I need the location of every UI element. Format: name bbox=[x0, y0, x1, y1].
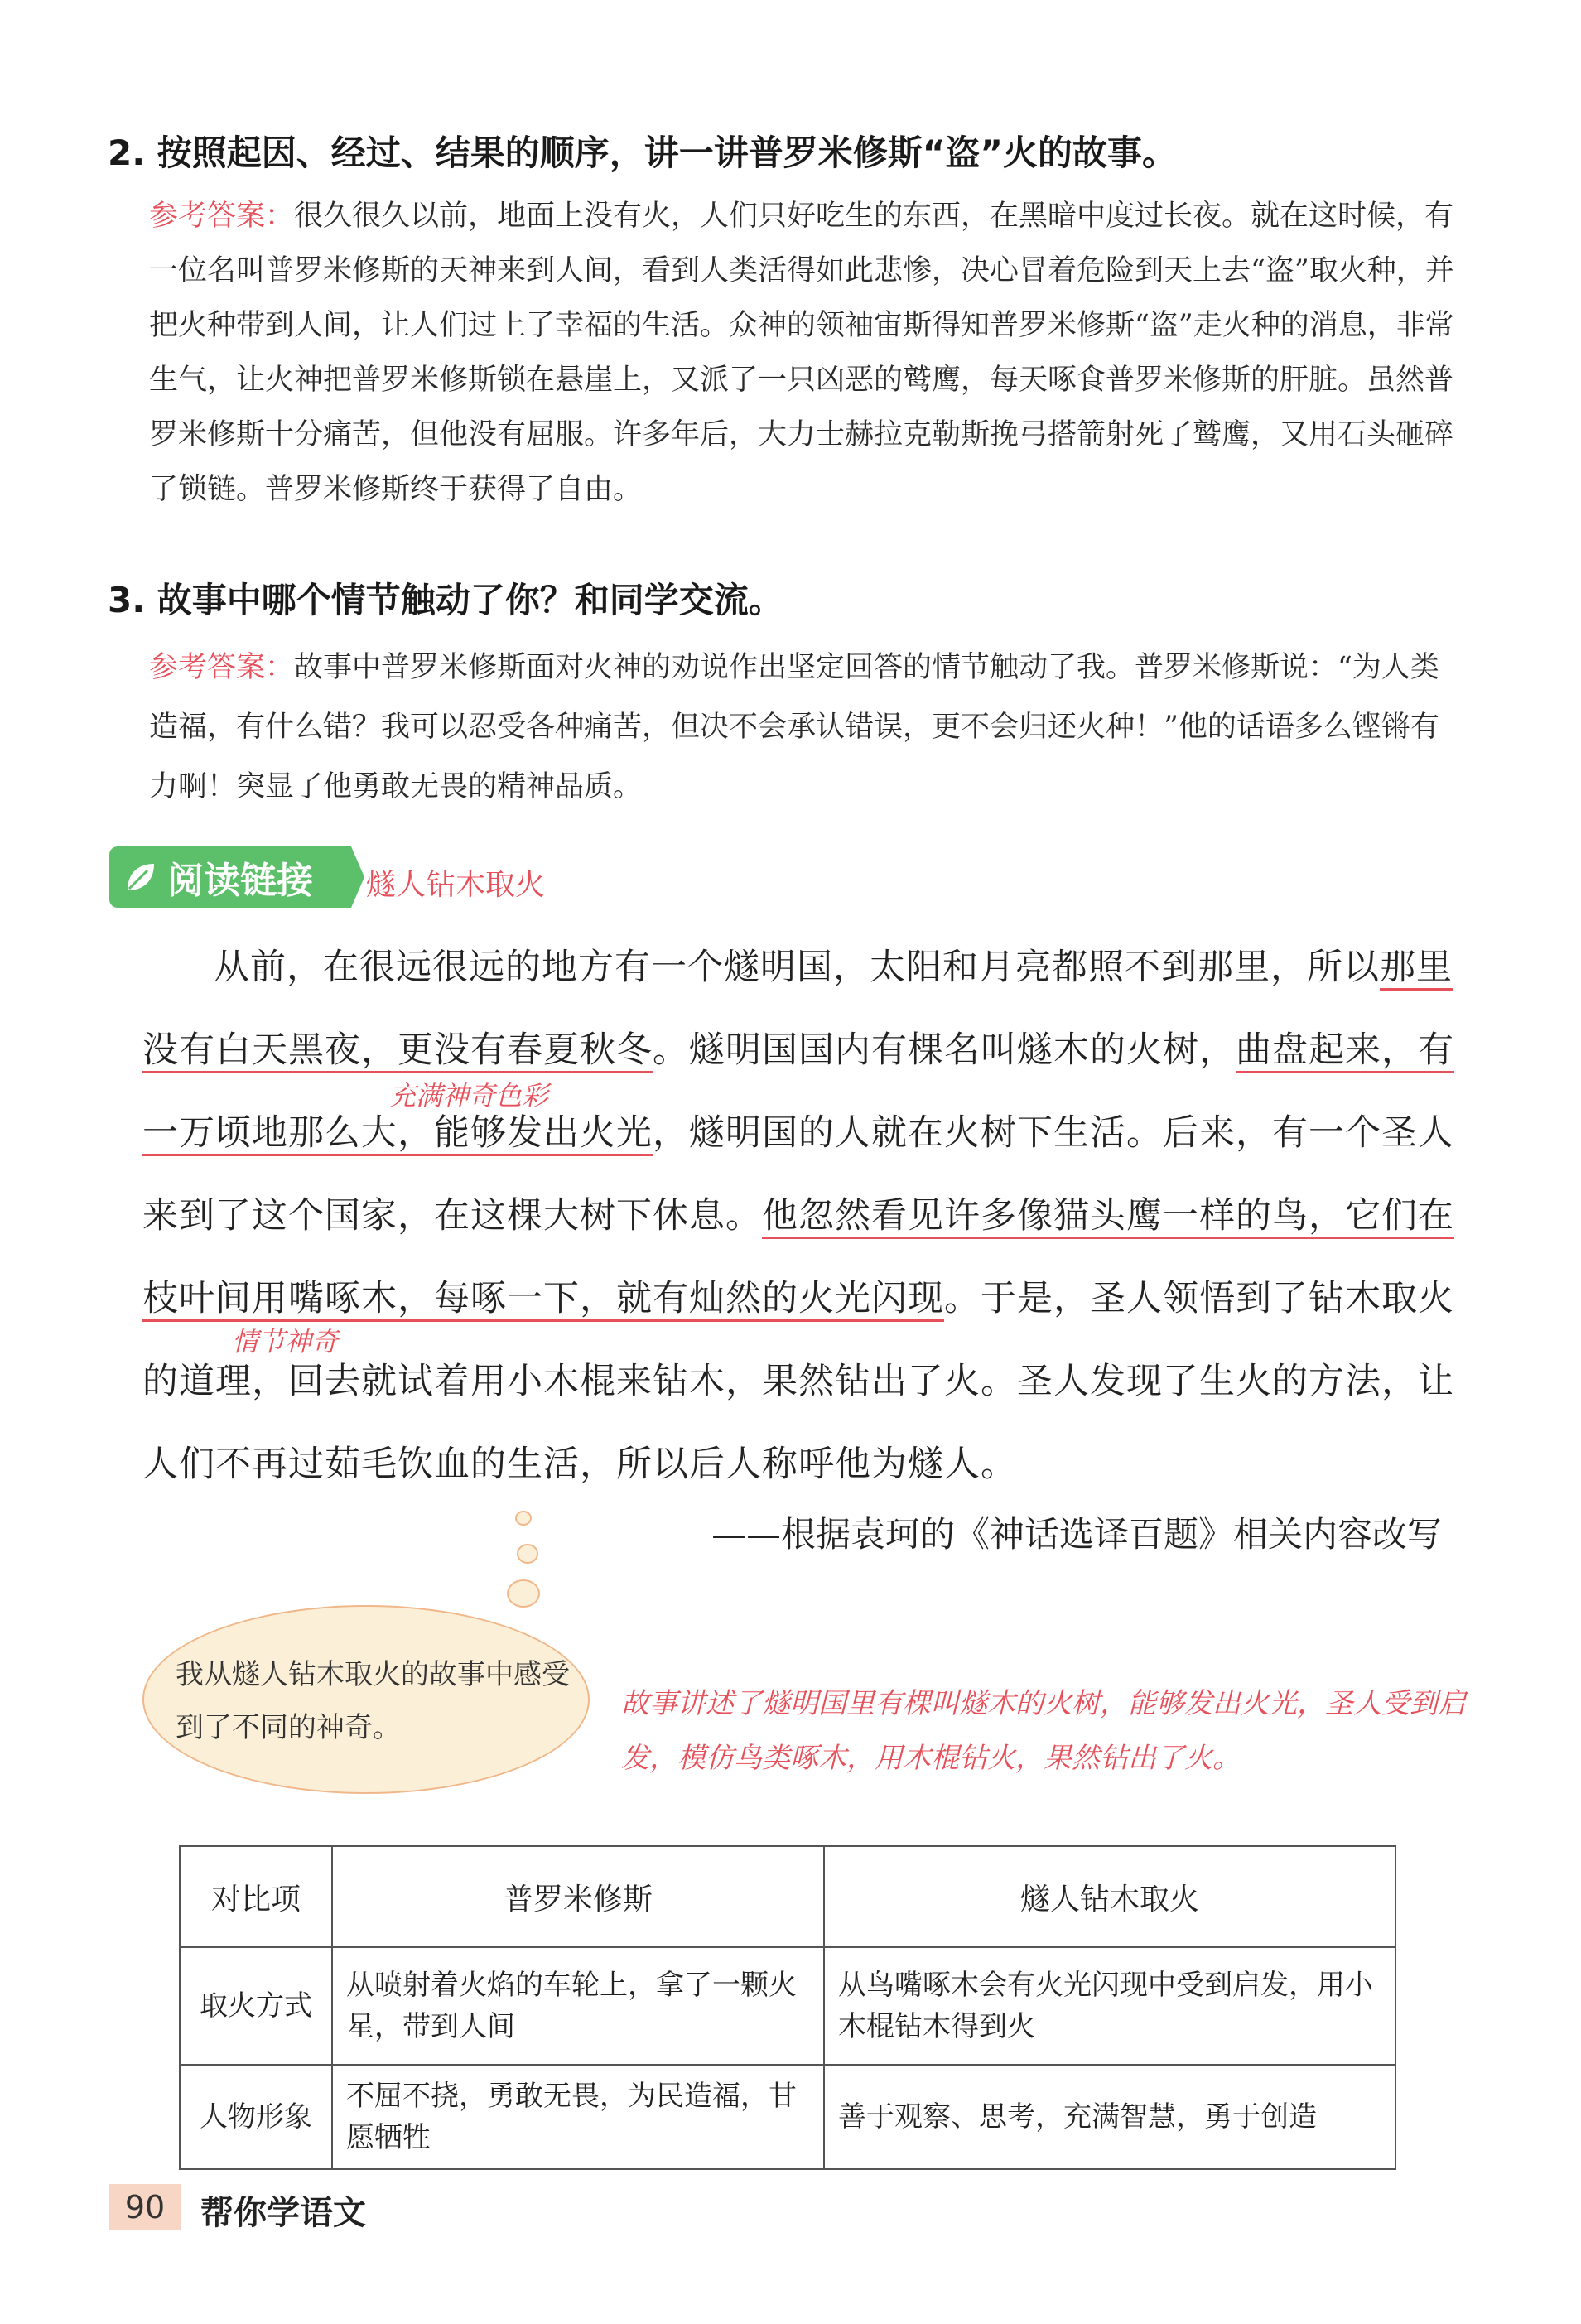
table-row-label: 取火方式 bbox=[180, 1947, 332, 2065]
table-cell: 从喷射着火焰的车轮上，拿了一颗火星，带到人间 bbox=[332, 1947, 824, 2065]
table-row bbox=[180, 1947, 1395, 2065]
reading-link-badge bbox=[109, 846, 351, 908]
book-title: 帮你学语文 bbox=[200, 2194, 366, 2232]
story-underline: 曲盘起来，有一万顷地那么大，能够发出火光 bbox=[142, 1029, 1454, 1156]
question-2: 2. 按照起因、经过、结果的顺序，讲一讲普罗米修斯“盗”火的故事。 bbox=[108, 133, 1178, 173]
thought-bubble-text: 我从燧人钻木取火的故事中感受到了不同的神奇。 bbox=[176, 1658, 570, 1744]
table-header: 对比项 bbox=[180, 1846, 332, 1947]
comparison-table bbox=[179, 1845, 1396, 2170]
table-row bbox=[180, 2065, 1395, 2169]
bubble-answer: 故事讲述了燧明国里有棵叫燧木的火树，能够发出火光，圣人受到启发，模仿鸟类啄木，用木棍钻火，果然钻出了火。 bbox=[621, 1687, 1466, 1775]
annotation-note: 充满神奇色彩 bbox=[389, 1080, 549, 1111]
answer-2 bbox=[149, 189, 1466, 517]
question-3: 3. 故事中哪个情节触动了你？和同学交流。 bbox=[108, 580, 783, 620]
answer-3-text: 故事中普罗米修斯面对火神的劝说作出坚定回答的情节触动了我。普罗米修斯说：“为人类造福，有什么错？我可以忍受各种痛苦，但决不会承认错误，更不会归还火种！”他的话语多么铿锵有力啊！突显了他勇敢无畏的精神品质。 bbox=[149, 651, 1439, 803]
story-segment: 。燧明国国内有棵名叫燧木的火树， bbox=[653, 1029, 1236, 1071]
table-header: 燧人钻木取火 bbox=[824, 1846, 1395, 1947]
story-segment: 。于是，圣人领悟到了钻木取火的道理，回去就试着用小木棍来钻木，果然钻出了火。圣人发现了生火的方法，让人们不再过茹毛饮血的生活，所以后人称呼他为燧人。 bbox=[142, 1278, 1454, 1485]
table-cell: 从鸟嘴啄木会有火光闪现中受到启发，用小木棍钻木得到火 bbox=[824, 1947, 1395, 2065]
table-row-label: 人物形象 bbox=[180, 2065, 332, 2169]
reading-link-label: 阅读链接 bbox=[167, 860, 313, 902]
story-underline: 他忽然看见许多像猫头鹰一样的鸟，它们在枝叶间用嘴啄木，每啄一下，就有灿然的火光闪现 bbox=[142, 1195, 1454, 1322]
story-segment: ，燧明国的人就在火树下生活。后来，有一个圣人来到了这个国家，在这棵大树下休息。 bbox=[142, 1112, 1454, 1237]
annotation-note: 情节神奇 bbox=[232, 1326, 339, 1357]
answer-3 bbox=[149, 638, 1466, 817]
answer-label: 参考答案： bbox=[149, 200, 295, 233]
leaf-icon bbox=[123, 859, 159, 895]
thought-dot bbox=[515, 1511, 532, 1526]
story-source: ——根据袁珂的《神话选译百题》相关内容改写 bbox=[711, 1514, 1442, 1555]
answer-2-text: 很久很久以前，地面上没有火，人们只好吃生的东西，在黑暗中度过长夜。就在这时候，有一位名叫普罗米修斯的天神来到人间，看到人类活得如此悲惨，决心冒着危险到天上去“盗”取火种，并把火种带到人间，让人们过上了幸福的生活。众神的领袖宙斯得知普罗米修斯“盗”走火种的消息，非常生气，让火神把普罗米修斯锁在悬崖上，又派了一只凶恶的鹫鹰，每天啄食普罗米修斯的肝脏。虽然普罗米修斯十分痛苦，但他没有屈服。许多年后，大力士赫拉克勒斯挽弓搭箭射死了鹫鹰，又用石头砸碎了锁链。普罗米修斯终于获得了自由。 bbox=[149, 200, 1454, 506]
story-segment: 从前，在很远很远的地方有一个燧明国，太阳和月亮都照不到那里，所以 bbox=[214, 947, 1380, 988]
reading-link-title: 燧人钻木取火 bbox=[366, 868, 546, 902]
table-cell: 善于观察、思考，充满智慧，勇于创造 bbox=[824, 2065, 1395, 2169]
table-header: 普罗米修斯 bbox=[332, 1846, 824, 1947]
page-number: 90 bbox=[109, 2184, 181, 2230]
answer-label: 参考答案： bbox=[149, 651, 295, 684]
thought-dot bbox=[507, 1579, 540, 1608]
thought-dot bbox=[517, 1544, 538, 1564]
table-cell: 不屈不挠，勇敢无畏，为民造福，甘愿牺牲 bbox=[332, 2065, 824, 2169]
story-underline: 那里没有白天黑夜，更没有春夏秋冬 bbox=[142, 947, 1453, 1073]
table-header-row bbox=[180, 1846, 1395, 1947]
story-text bbox=[142, 926, 1459, 1506]
